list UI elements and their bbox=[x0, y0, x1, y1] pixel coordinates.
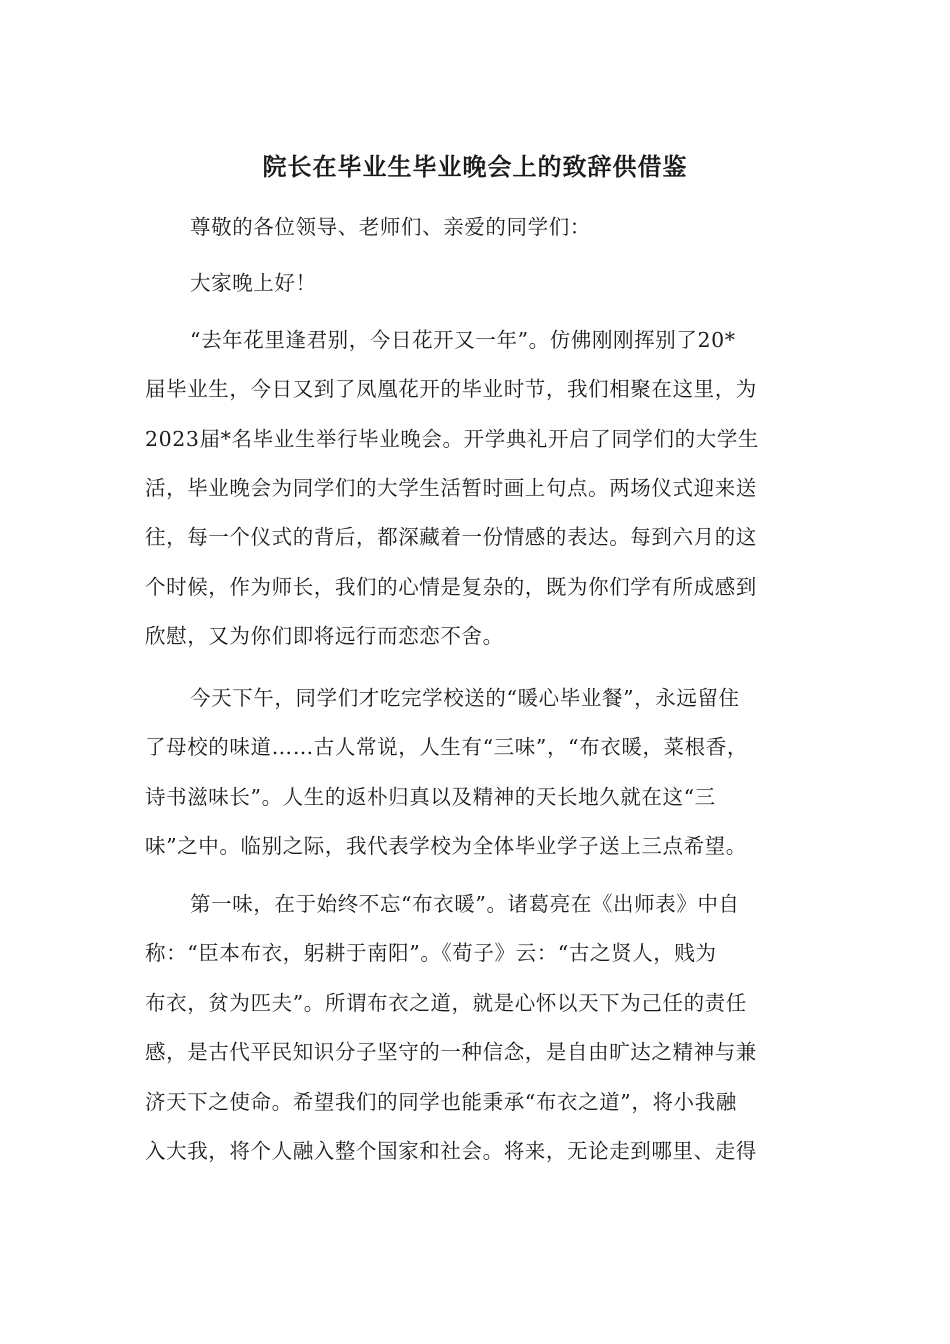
text-line: 大家晚上好！ bbox=[190, 271, 317, 295]
text-line: 布衣，贫为匹夫”。所谓布衣之道，就是心怀以天下为己任的责任 bbox=[145, 991, 747, 1015]
text-line: 济天下之使命。希望我们的同学也能秉承“布衣之道”，将小我融 bbox=[145, 1090, 737, 1114]
text-line: 尊敬的各位领导、老师们、亲爱的同学们： bbox=[190, 215, 591, 239]
text-line: 往，每一个仪式的背后，都深藏着一份情感的表达。每到六月的这 bbox=[145, 525, 757, 549]
text-line: 称：“臣本布衣，躬耕于南阳”。《荀子》云：“古之贤人，贱为 bbox=[145, 941, 717, 965]
text-line: 个时候，作为师长，我们的心情是复杂的，既为你们学有所成感到 bbox=[145, 575, 757, 599]
text-line: 感，是古代平民知识分子坚守的一种信念，是自由旷达之精神与兼 bbox=[145, 1040, 757, 1064]
text-line: 第一味，在于始终不忘“布衣暖”。诸葛亮在《出师表》中自 bbox=[190, 892, 740, 916]
text-line: 活，毕业晚会为同学们的大学生活暂时画上句点。两场仪式迎来送 bbox=[145, 476, 757, 500]
text-line: 届毕业生，今日又到了凤凰花开的毕业时节，我们相聚在这里，为 bbox=[145, 377, 757, 401]
text-line: 2023届*名毕业生举行毕业晚会。开学典礼开启了同学们的大学生 bbox=[145, 427, 760, 451]
document-title: 院长在毕业生毕业晚会上的致辞供借鉴 bbox=[262, 152, 688, 181]
text-line: 诗书滋味长”。人生的返朴归真以及精神的天长地久就在这“三 bbox=[145, 785, 716, 809]
text-line: “去年花里逢君别，今日花开又一年”。仿佛刚刚挥别了20* bbox=[190, 328, 736, 352]
text-line: 味”之中。临别之际，我代表学校为全体毕业学子送上三点希望。 bbox=[145, 834, 747, 858]
text-line: 今天下午，同学们才吃完学校送的“暖心毕业餐”，永远留住 bbox=[190, 686, 740, 710]
text-line: 了母校的味道……古人常说，人生有“三味”，“布衣暖，菜根香， bbox=[145, 735, 748, 759]
text-line: 入大我，将个人融入整个国家和社会。将来，无论走到哪里、走得 bbox=[145, 1139, 757, 1163]
text-line: 欣慰，又为你们即将远行而恋恋不舍。 bbox=[145, 624, 504, 648]
